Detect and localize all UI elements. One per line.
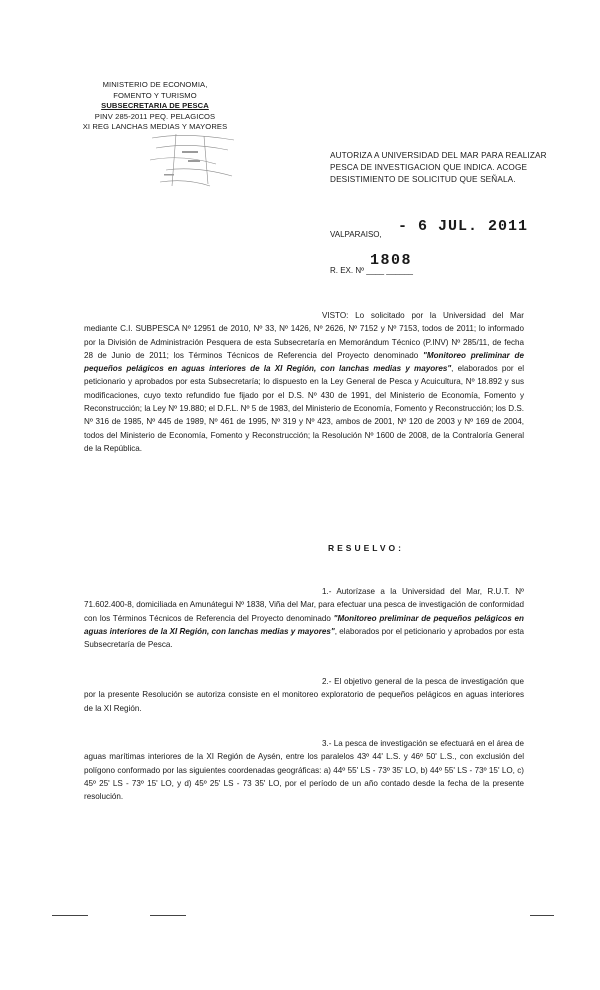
subject-line: PESCA DE INVESTIGACION QUE INDICA. ACOGE	[330, 163, 528, 172]
header-line-region: XI REG LANCHAS MEDIAS Y MAYORES	[82, 122, 228, 131]
place-date	[330, 218, 580, 248]
footer-rule-left	[52, 915, 88, 916]
resuelvo-heading: RESUELVO:	[328, 543, 404, 553]
article-1-lead: 1.- Autorízase a la Universidad del Mar, R.U.T. Nº 71.602.400-8, domiciliada en Amunátegui Nº 1838, Viña del Mar, para efectuar una pesca de investigación de conformidad con los Términos Técnicos de Referencia del Proyecto denominado	[84, 587, 524, 623]
header-line-ministry: MINISTERIO DE ECONOMIA,	[102, 80, 208, 89]
article-1-rest: , elaborados por el peticionario y aprobados por esta Subsecretaría de Pesca.	[84, 626, 524, 650]
header-line-subsecretary: SUBSECRETARIA DE PESCA	[101, 101, 209, 110]
article-2-text: 2.- El objetivo general de la pesca de investigación que por la presente Resolución se autoriza consiste en el monitoreo exploratorio de pequeños pelágicos en aguas interiores de la XI Región.	[84, 677, 524, 713]
resolution-article-3	[84, 737, 524, 803]
subject-line: DESISTIMIENTO DE SOLICITUD QUE SEÑALA.	[330, 175, 516, 184]
header-line-reference: PINV 285-2011 PEQ. PELAGICOS	[94, 111, 216, 121]
resolution-number-stamp: 1808	[370, 252, 413, 269]
visto-text-lead: VISTO: Lo solicitado por la Universidad del Mar mediante C.I. SUBPESCA Nº 12951 de 2010, Nº 33, Nº 1426, Nº 2626, Nº 7152 y Nº 7153, todos de 2011; lo informado por la División de Administración Pesquera de esta Subsecretaría en Memorándum Técnico (P.INV) Nº 285/11, de fecha 28 de Junio de 2011; los Términos Técnicos de Referencia del Proyecto denominado	[84, 311, 524, 360]
resolution-number	[330, 252, 580, 280]
official-stamp	[146, 130, 242, 190]
visto-project-title: "Monitoreo preliminar de pequeños pelágicos en aguas interiores de la XI Región, con lanchas medias y mayores"	[84, 350, 524, 374]
issuer-header	[80, 80, 230, 133]
header-line-ministry-2: FOMENTO Y TURISMO	[113, 90, 197, 100]
footer-rule-right	[530, 915, 554, 916]
resolution-number-label: R. EX. Nº ____ ______	[330, 266, 413, 275]
resolution-article-2	[84, 675, 524, 715]
footer-rule-center	[150, 915, 186, 916]
visto-paragraph	[84, 309, 524, 455]
subject-block	[330, 150, 580, 186]
date-stamp: - 6 JUL. 2011	[398, 218, 529, 235]
visto-text-rest: , elaborados por el peticionario y aprobados por esta Subsecretaría; lo dispuesto en la Ley General de Pesca y Acuicultura, Nº 18.892 y sus modificaciones, cuyo texto refundido fue fijado por el D.S. Nº 430 de 1991, del Ministerio de Economía, Fomento y Reconstrucción; la Ley Nº 19.880; el D.F.L. Nº 5 de 1983, del Ministerio de Economía, Fomento y Reconstrucción; los D.S. Nº 316 de 1985, Nº 445 de 1989, Nº 461 de 1995, Nº 319 y Nº 423, ambos de 2001, Nº 120 de 2003 y Nº 169 de 2004, todos del Ministerio de Economía, Fomento y Reconstrucción; la Resolución Nº 1600 de 2008, de la Contraloría General de la República.	[84, 364, 525, 453]
resolution-article-1	[84, 585, 524, 651]
article-3-text: 3.- La pesca de investigación se efectuará en el área de aguas marítimas interiores de la XI Región de Aysén, entre los paralelos 43º 44' L.S. y 46º 50' L.S., con exclusión del polígono conformado por las siguientes coordenadas geográficas: a) 44º 55' LS - 73º 35' LO, b) 44º 55' LS - 73º 15' LO, c) 45º 25' LS - 73º 15' LO, y d) 45º 25' LS - 73 35' LO, por el período de un año contado desde la fecha de la presente resolución.	[84, 739, 524, 802]
subject-line: AUTORIZA A UNIVERSIDAD DEL MAR PARA REALIZAR	[330, 151, 547, 160]
article-1-project-title: "Monitoreo preliminar de pequeños pelágicos en aguas interiores de la XI Región, con lanchas medias y mayores"	[84, 613, 524, 636]
place: VALPARAISO,	[330, 230, 382, 239]
